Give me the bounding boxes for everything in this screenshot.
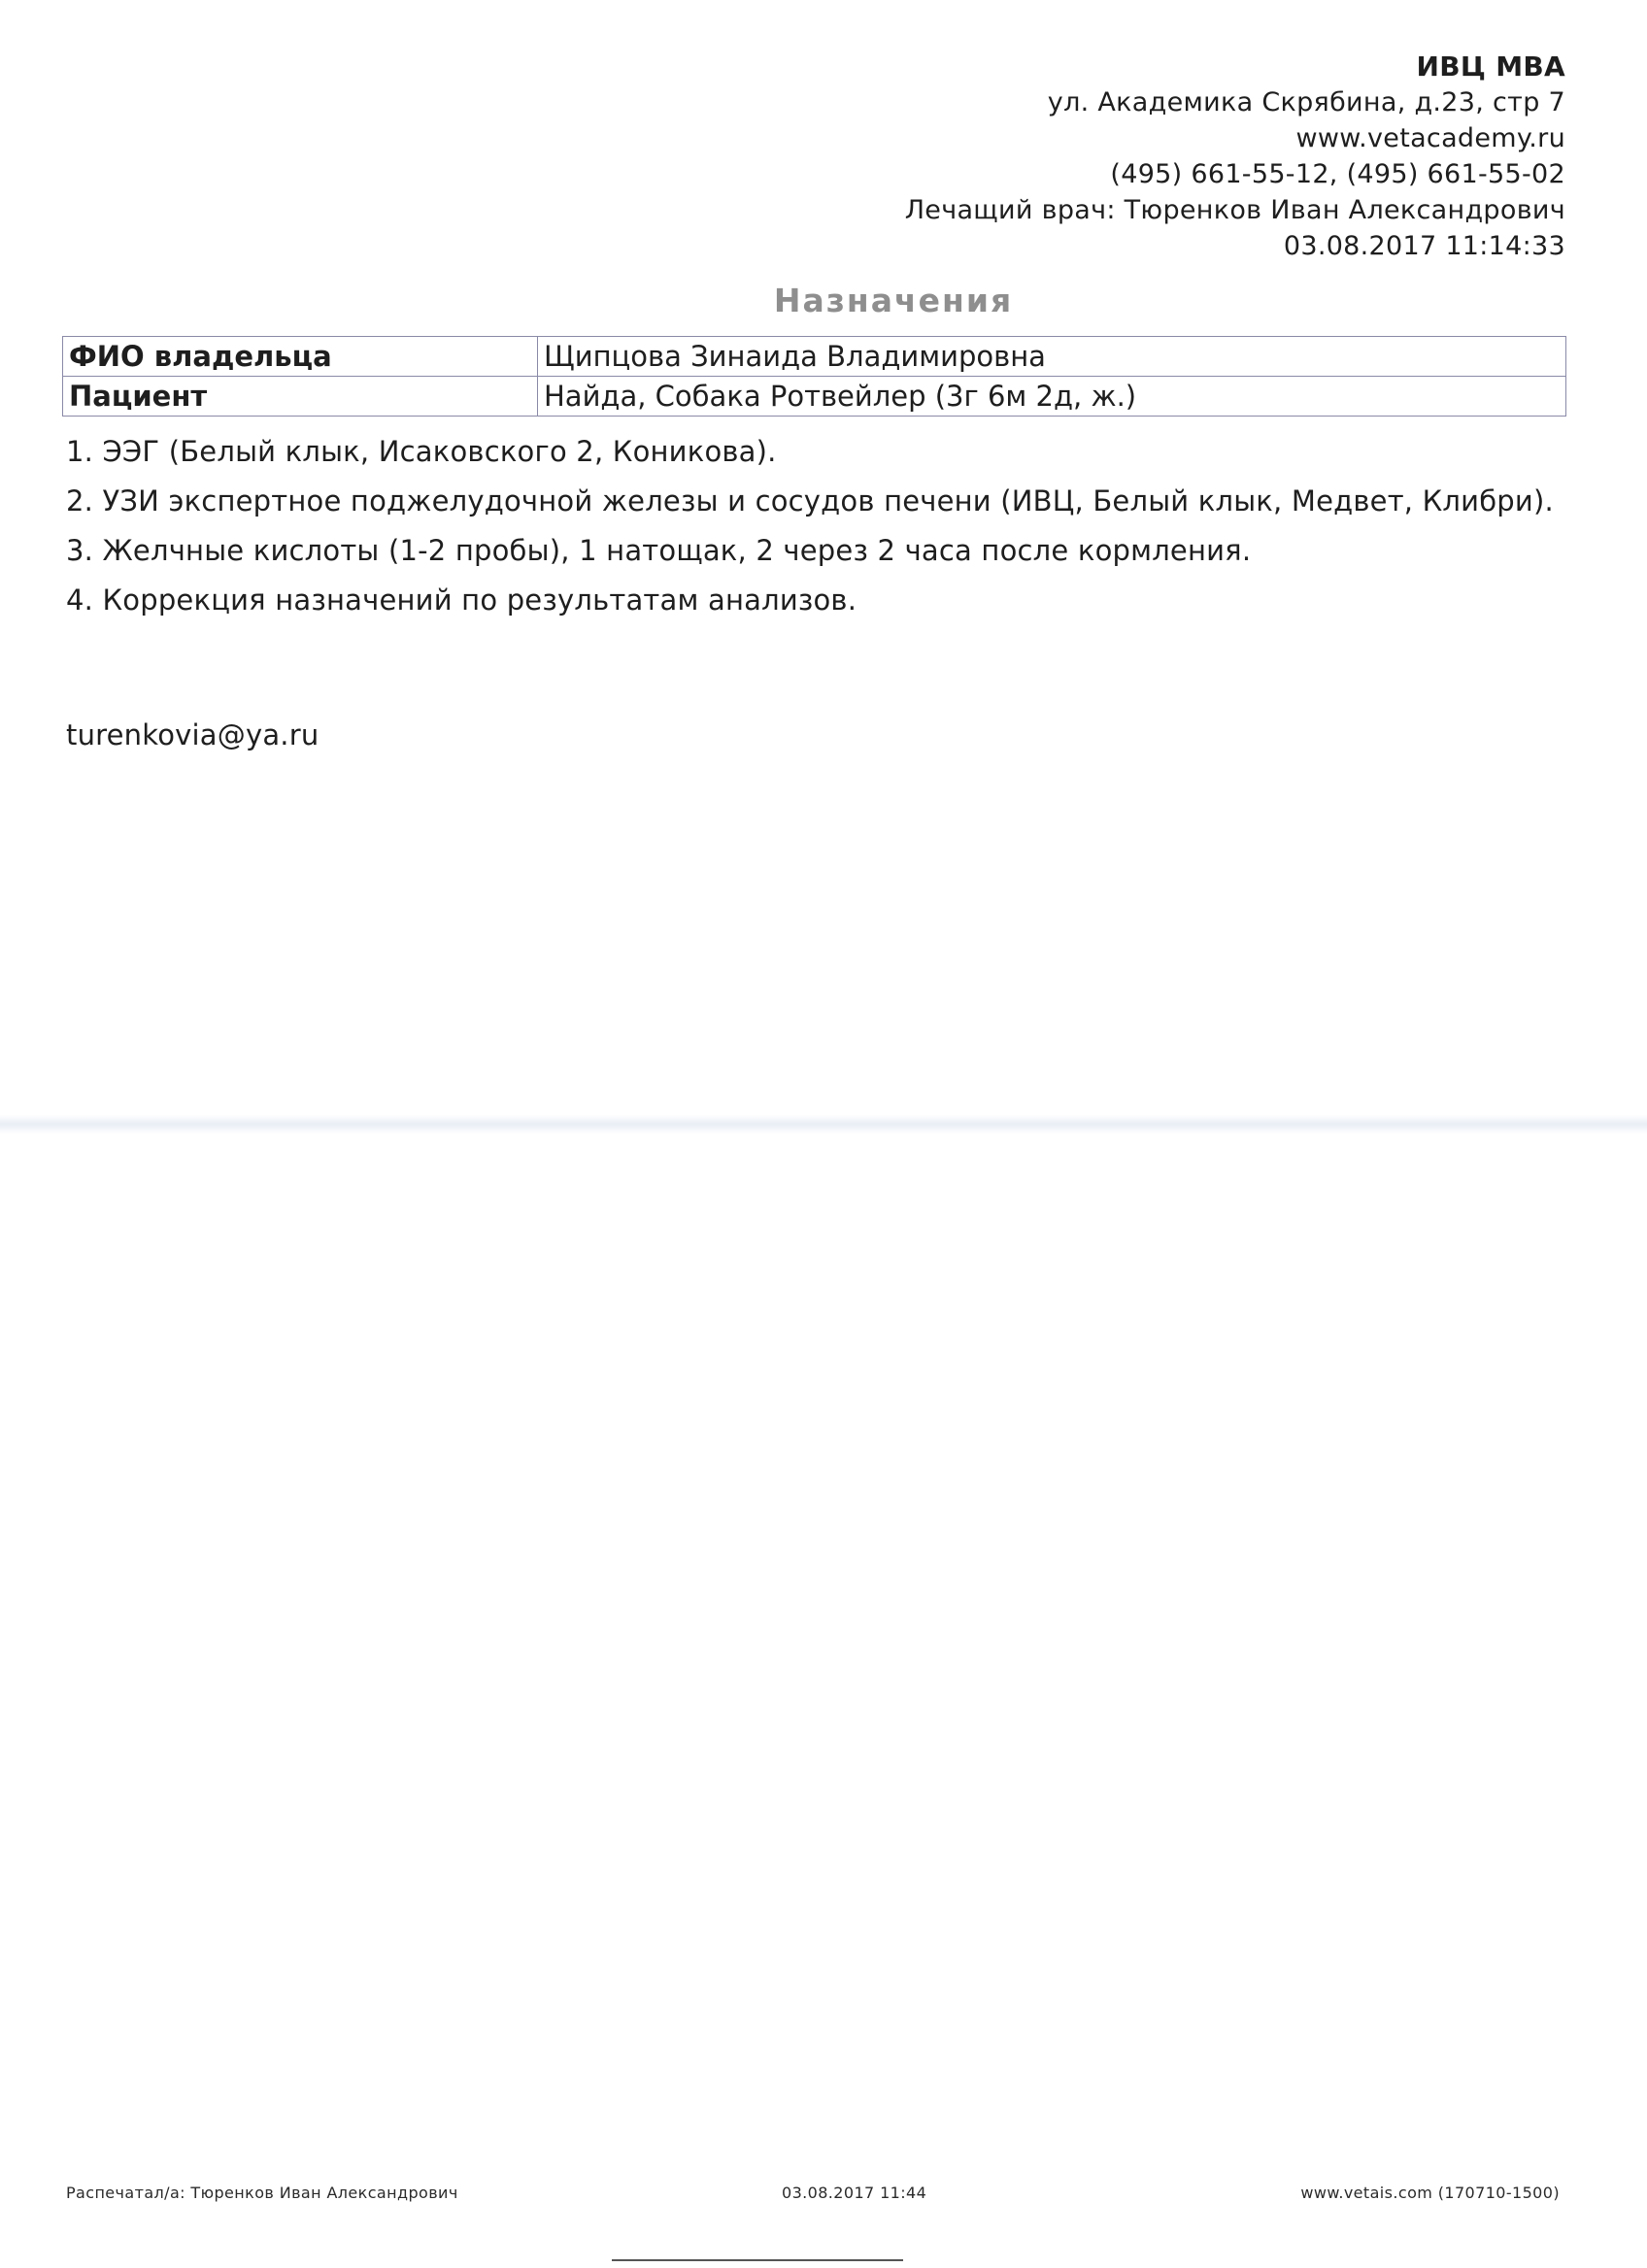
document-datetime: 03.08.2017 11:14:33 [1283, 231, 1565, 261]
contact-email: turenkovia@ya.ru [66, 718, 319, 751]
document-title: Назначения [773, 282, 1014, 319]
clinic-phones: (495) 661-55-12, (495) 661-55-02 [1110, 159, 1565, 189]
scan-edge-line [612, 2259, 903, 2261]
prescription-item: 2. УЗИ экспертное поджелудочной железы и сосудов печени (ИВЦ, Белый клык, Медвет, Клибри). [66, 484, 1554, 517]
footer-print-datetime: 03.08.2017 11:44 [782, 2184, 927, 2202]
clinic-header [905, 49, 1565, 264]
owner-value: Щипцова Зинаида Владимировна [538, 337, 1566, 377]
patient-value: Найда, Собака Ротвейлер (3г 6м 2д, ж.) [538, 377, 1566, 417]
prescription-item: 1. ЭЭГ (Белый клык, Исаковского 2, Коникова). [66, 435, 777, 468]
prescriptions-list [66, 427, 1581, 625]
prescription-item: 3. Желчные кислоты (1-2 пробы), 1 натощак, 2 через 2 часа после кормления. [66, 534, 1252, 567]
patient-info-table [62, 336, 1566, 417]
document-title-wrap [0, 282, 1647, 319]
scan-artifact-band [0, 1115, 1647, 1134]
clinic-website: www.vetacademy.ru [1295, 123, 1565, 153]
prescription-item: 4. Коррекция назначений по результатам анализов. [66, 584, 857, 617]
clinic-name: ИВЦ МВА [1416, 50, 1565, 83]
owner-row [63, 337, 1566, 377]
footer-software: www.vetais.com (170710-1500) [1300, 2184, 1560, 2202]
footer-printed-by: Распечатал/а: Тюренков Иван Александрович [66, 2184, 458, 2202]
clinic-address: ул. Академика Скрябина, д.23, стр 7 [1047, 87, 1565, 117]
patient-label: Пациент [63, 377, 538, 417]
attending-doctor: Лечащий врач: Тюренков Иван Александрович [904, 195, 1565, 225]
patient-row [63, 377, 1566, 417]
owner-label: ФИО владельца [63, 337, 538, 377]
